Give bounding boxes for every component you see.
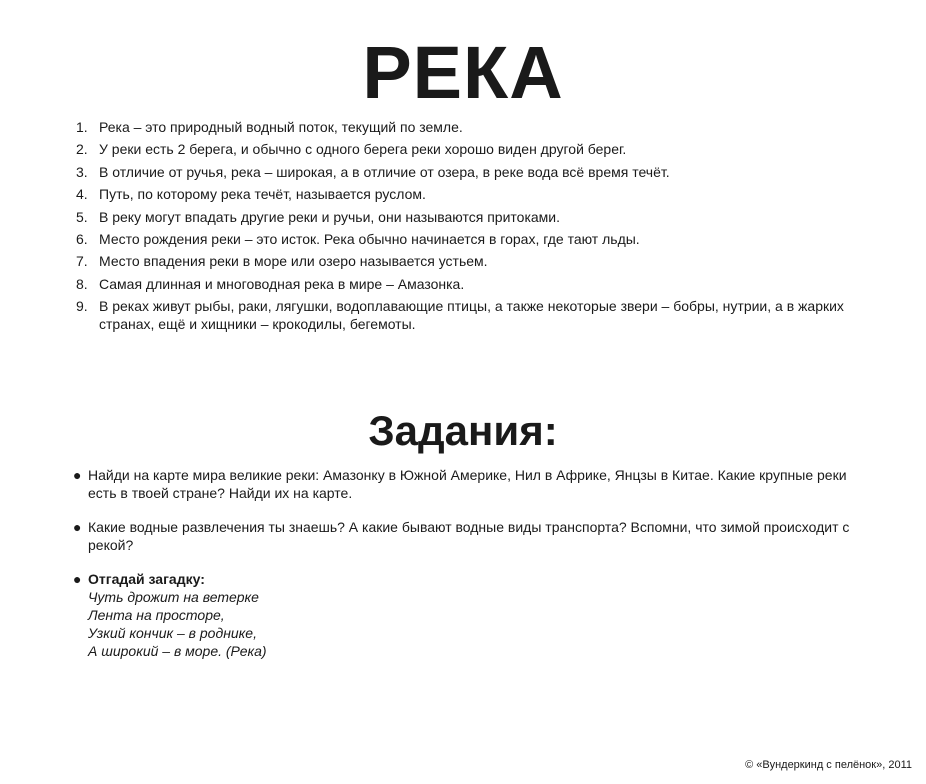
- facts-list: [72, 118, 872, 338]
- item-number: 7.: [76, 253, 88, 270]
- list-item: [72, 297, 872, 333]
- bullet-icon: ●: [73, 519, 82, 535]
- riddle-item: [72, 570, 862, 660]
- list-item: [72, 252, 872, 270]
- riddle-label: Отгадай загадку:: [88, 571, 205, 587]
- bullet-icon: ●: [73, 467, 82, 483]
- task-text: Какие водные развлечения ты знаешь? А какие бывают водные виды транспорта? Вспомни, что зимой происходит с рекой?: [88, 519, 850, 553]
- list-item: [72, 163, 872, 181]
- item-text: В реку могут впадать другие реки и ручьи, они называются притоками.: [99, 208, 561, 225]
- copyright: © «Вундеркинд с пелёнок», 2011: [745, 759, 912, 771]
- item-text: Место впадения реки в море или озеро называется устьем.: [99, 253, 488, 270]
- list-item: [72, 118, 872, 136]
- item-number: 6.: [76, 230, 88, 247]
- item-number: 1.: [76, 119, 88, 135]
- riddle-poem: [88, 588, 862, 660]
- task-item: [72, 518, 862, 554]
- list-item: [72, 185, 872, 203]
- item-text: В отличие от ручья, река – широкая, а в отличие от озера, в реке вода всё время течёт.: [99, 163, 670, 180]
- list-item: [72, 230, 872, 248]
- task-text: Найди на карте мира великие реки: Амазонку в Южной Америке, Нил в Африке, Янцзы в Китае. Какие крупные реки есть в твоей стране? Найди их на карте.: [88, 467, 847, 501]
- task-item: [72, 466, 862, 502]
- list-item: [72, 275, 872, 293]
- riddle-line: Узкий кончик – в роднике,: [88, 625, 257, 641]
- list-item: [72, 140, 872, 158]
- item-number: 2.: [76, 141, 88, 158]
- riddle-line: А широкий – в море. (Река): [88, 643, 267, 659]
- bullet-icon: ●: [73, 571, 82, 587]
- item-text: Река – это природный водный поток, текущий по земле.: [99, 119, 463, 135]
- riddle-line: Чуть дрожит на ветерке: [88, 589, 259, 605]
- item-number: 9.: [76, 298, 88, 315]
- item-text: Место рождения реки – это исток. Река обычно начинается в горах, где тают льды.: [99, 230, 640, 247]
- item-text: В реках живут рыбы, раки, лягушки, водоплавающие птицы, а также некоторые звери – бобры, нутрии, а в жарких странах, ещё и хищники – крокодилы, бегемоты.: [99, 298, 844, 333]
- item-number: 4.: [76, 186, 88, 203]
- riddle-line: Лента на просторе,: [88, 607, 225, 623]
- tasks-list: [72, 466, 862, 676]
- list-item: [72, 208, 872, 226]
- item-number: 5.: [76, 208, 88, 225]
- item-text: Путь, по которому река течёт, называется руслом.: [99, 186, 426, 203]
- page-title: РЕКА: [362, 31, 564, 114]
- item-number: 8.: [76, 275, 88, 292]
- tasks-title: Задания:: [368, 407, 558, 454]
- item-text: У реки есть 2 берега, и обычно с одного берега реки хорошо виден другой берег.: [99, 141, 627, 158]
- item-text: Самая длинная и многоводная река в мире – Амазонка.: [99, 275, 465, 292]
- item-number: 3.: [76, 163, 88, 180]
